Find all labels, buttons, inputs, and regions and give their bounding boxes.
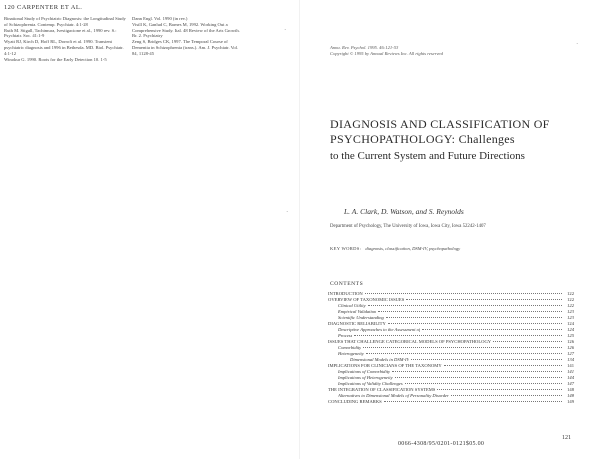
journal-citation: Annu. Rev. Psychol. 1995. 46:121-53 <box>330 45 399 50</box>
issn-line: 0066-4308/95/0201-0121$05.00 <box>398 441 485 447</box>
running-head: 120 CARPENTER ET AL. <box>4 4 83 11</box>
references-column-1 <box>4 16 126 63</box>
toc-dot-leader <box>363 347 562 348</box>
toc-entry-label: Descriptive Approaches to the Assessment of <box>338 327 421 332</box>
right-page <box>300 0 600 459</box>
reference-item: Ruth M. Stigall, Tachimura, Ivestigacione et al., 1990 rev. S.: Psychiatr. Soc. 41:1-9 <box>4 27 117 39</box>
scan-mark: · <box>576 40 579 48</box>
key-words <box>330 246 460 251</box>
toc-entry-label: Process <box>338 333 353 338</box>
toc-entry-page: 149 <box>567 399 574 404</box>
scan-mark: · <box>286 208 289 216</box>
toc-entry-label: Clinical Utility <box>338 303 366 308</box>
scan-mark: · <box>284 26 287 34</box>
reference-item: Visill K, Ganlud C, Barnes M, 1992. Working Out a Comprehensive Study. Ital. 48 Review of the Arts Growth. Br. 2. Psychiatry <box>132 22 240 39</box>
toc-entry-page: 134 <box>567 357 574 362</box>
toc-dot-leader <box>493 341 562 342</box>
toc-entry-page: 148 <box>567 393 574 398</box>
toc-entry-page: 123 <box>567 309 574 314</box>
article-subtitle: to the Current System and Future Directions <box>330 150 525 162</box>
toc-entry-label: ISSUES THAT CHALLENGE CATEGORICAL MODELS OF PSYCHOPATHOLOGY <box>328 339 492 344</box>
toc-dot-leader <box>405 383 562 384</box>
toc-entry-label: INTRODUCTION <box>328 291 363 296</box>
toc-dot-leader <box>392 371 562 372</box>
reference-item: Winokur G. 1990. Roots for the Early Detection 10. 1-5 <box>4 56 107 62</box>
toc-entry <box>328 399 574 405</box>
toc-entry-label: Implications of Validity Challenges <box>338 381 403 386</box>
toc-dot-leader <box>451 395 562 396</box>
toc-entry-label: THE INTEGRATION OF CLASSIFICATION SYSTEMS <box>328 387 436 392</box>
toc-entry-label: Implications of Heterogeneity <box>338 375 393 380</box>
toc-entry-label: OVERVIEW OF TAXONOMIC ISSUES <box>328 297 405 302</box>
toc-entry-label: Alternatives to Dimensional Models of Personality Disorder <box>338 393 449 398</box>
toc-entry-label: DIAGNOSTIC RELIABILITY <box>328 321 386 326</box>
references-column-2 <box>132 16 244 57</box>
toc-entry-page: 141 <box>567 363 574 368</box>
author-affiliation: Department of Psychology, The University of Iowa, Iowa City, Iowa 52242-1407 <box>330 224 486 229</box>
key-words-values: diagnosis, classification, DSM-IV, psychopathology <box>365 246 461 251</box>
reference-item: Dann Engl. Vol. 1990 (in rev.) <box>132 16 188 21</box>
reference-item: Binational Study of Psychiatric Diagnosis: the Longitudinal Study of Schizophrenia. Contemp. Psychiatr. 4:1-28 <box>4 16 126 27</box>
reference-item: Wyatt RJ, Kirch D, Hoff RL, Dorrofi et al. 1990. Transient psychiatric diagnosis and 1996 in Bethesda. MD. Biol. Psychiatr. 4:1-12 <box>4 39 124 56</box>
toc-entry-page: 141 <box>567 369 574 374</box>
toc-dot-leader <box>444 365 562 366</box>
toc-dot-leader <box>437 389 562 390</box>
toc-entry-page: 122 <box>567 291 574 296</box>
toc-dot-leader <box>365 293 562 294</box>
toc-entry-label: CONCLUDING REMARKS <box>328 399 382 404</box>
toc-entry-page: 144 <box>567 375 574 380</box>
toc-dot-leader <box>366 353 562 354</box>
toc-dot-leader <box>388 323 562 324</box>
toc-entry-label: Empirical Validation <box>338 309 377 314</box>
toc-dot-leader <box>406 299 562 300</box>
toc-entry-page: 126 <box>567 339 574 344</box>
toc-entry-label: Scientific Understanding <box>338 315 384 320</box>
toc-dot-leader <box>384 401 562 402</box>
toc-entry-label: IMPLICATIONS FOR CLINICIANS OF THE TAXONOMY <box>328 363 442 368</box>
toc-entry-page: 125 <box>567 333 574 338</box>
copyright-line: Copyright © 1995 by Annual Reviews Inc. All rights reserved <box>330 50 443 56</box>
toc-entry-page: 148 <box>567 387 574 392</box>
toc-entry-page: 122 <box>567 297 574 302</box>
toc-entry-page: 124 <box>567 321 574 326</box>
reference-item: Zeng S, Bridges CK, 1997. The Temporal Course of Dementia in Schizophrenia (trans.). Am. J. Psychiatr. Vol. 84, 1128-45 <box>132 39 239 56</box>
article-title: DIAGNOSIS AND CLASSIFICATION OF PSYCHOPATHOLOGY: Challenges <box>330 117 550 146</box>
toc-entry-page: 126 <box>567 345 574 350</box>
toc-entry-page: 147 <box>567 381 574 386</box>
page-number: 121 <box>562 435 571 441</box>
toc-entry-label: Heterogeneity <box>338 351 364 356</box>
toc-entry-label: Implications of Comorbidity <box>338 369 391 374</box>
toc-dot-leader <box>368 305 562 306</box>
toc-dot-leader <box>378 311 562 312</box>
toc-entry-page: 123 <box>567 315 574 320</box>
contents-heading: CONTENTS <box>330 281 364 287</box>
article-authors: L. A. Clark, D. Watson, and S. Reynolds <box>344 207 464 216</box>
rights-block <box>330 45 443 56</box>
toc-entry-page: 127 <box>567 351 574 356</box>
toc-dot-leader <box>422 329 562 330</box>
table-of-contents <box>328 291 574 405</box>
toc-dot-leader <box>411 359 562 360</box>
key-words-label: KEY WORDS: <box>330 246 362 251</box>
toc-entry-page: 122 <box>567 303 574 308</box>
toc-entry-label: Comorbidity <box>338 345 362 350</box>
toc-entry-page: 124 <box>567 327 574 332</box>
toc-entry-label: Dimensional Models in DSM-IV <box>350 357 410 362</box>
toc-dot-leader <box>386 317 562 318</box>
toc-dot-leader <box>354 335 562 336</box>
toc-dot-leader <box>395 377 562 378</box>
